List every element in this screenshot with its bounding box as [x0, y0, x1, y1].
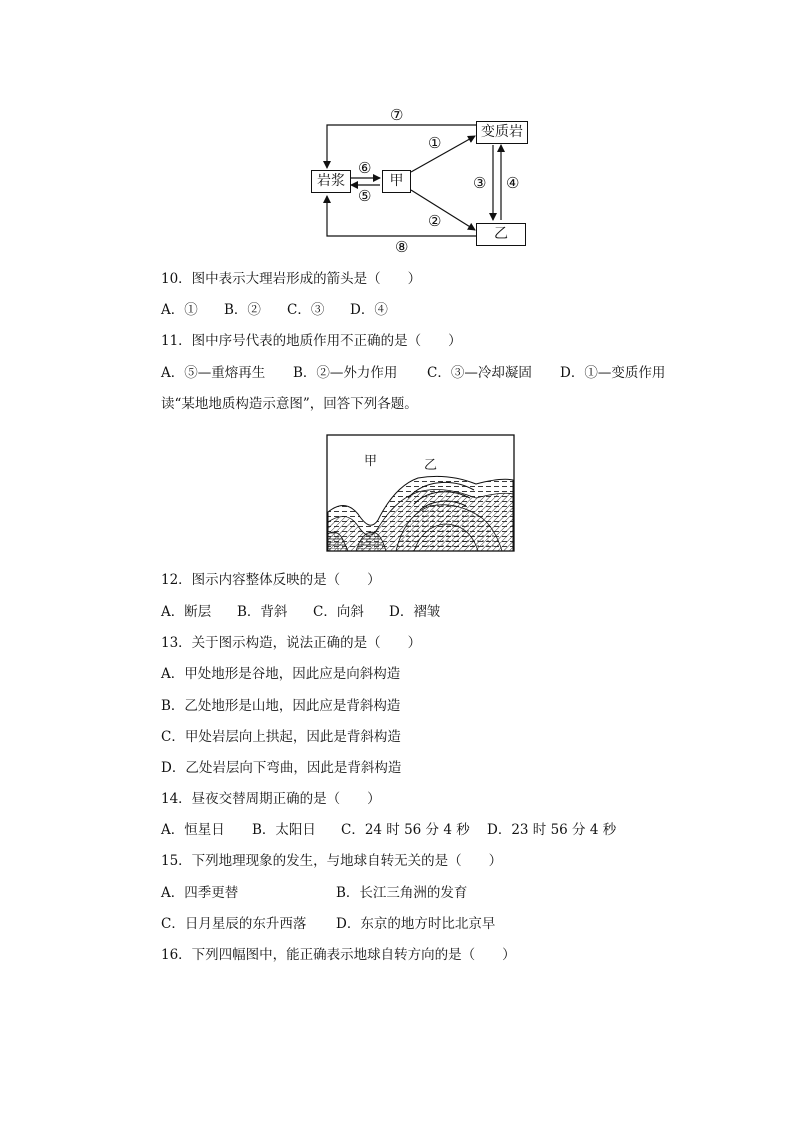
- q11-stem: 11．图中序号代表的地质作用不正确的是（ ）: [161, 333, 462, 349]
- q11-option-b[interactable]: B．②—外力作用: [293, 365, 398, 381]
- q16-stem: 16．下列四幅图中，能正确表示地球自转方向的是（ ）: [161, 947, 516, 963]
- q14-option-b[interactable]: B．太阳日: [252, 822, 316, 838]
- q14-stem: 14．昼夜交替周期正确的是（ ）: [161, 791, 381, 807]
- structure-label-jia: 甲: [364, 454, 378, 469]
- q14-option-a[interactable]: A．恒星日: [161, 822, 225, 838]
- structure-drawing: [326, 434, 516, 553]
- q13-option-a[interactable]: A．甲处地形是谷地，因此应是向斜构造: [161, 666, 401, 682]
- q15-stem: 15．下列地理现象的发生，与地球自转无关的是（ ）: [161, 853, 503, 869]
- magma-box: [311, 170, 351, 193]
- q13-option-d[interactable]: D．乙处岩层向下弯曲，因此是背斜构造: [161, 760, 402, 776]
- q12-option-d[interactable]: D．褶皱: [389, 604, 441, 620]
- arrow-2: [411, 190, 475, 230]
- q13-option-c[interactable]: C．甲处岩层向上拱起，因此是背斜构造: [161, 729, 401, 745]
- q14-option-d[interactable]: D．23 时 56 分 4 秒: [487, 822, 617, 838]
- arrow-1: [411, 136, 475, 172]
- q10-stem: 10．图中表示大理岩形成的箭头是（ ）: [161, 271, 422, 287]
- q11-option-d[interactable]: D．①—变质作用: [560, 365, 666, 381]
- q15-option-c[interactable]: C．日月星辰的东升西落: [161, 916, 307, 932]
- q15-option-a[interactable]: A．四季更替: [161, 885, 239, 901]
- q11-option-a[interactable]: A．⑤—重熔再生: [161, 365, 266, 381]
- metamorphic-box: [476, 121, 528, 144]
- arrow-label-8: ⑧: [395, 238, 409, 256]
- q11-option-c[interactable]: C．③—冷却凝固: [427, 365, 532, 381]
- structure-diagram: [326, 434, 516, 553]
- magma-label: 岩浆: [317, 173, 345, 189]
- rock-cycle-diagram: [0, 0, 794, 270]
- arrow-7: [327, 125, 476, 168]
- arrow-label-7: ⑦: [390, 106, 404, 124]
- q14-option-c[interactable]: C．24 时 56 分 4 秒: [341, 822, 470, 838]
- yi-box: [476, 223, 526, 246]
- arrow-label-2: ②: [428, 212, 442, 230]
- arrow-label-6: ⑥: [358, 159, 372, 177]
- q12-option-c[interactable]: C．向斜: [313, 604, 364, 620]
- metamorphic-label: 变质岩: [481, 124, 523, 140]
- arrow-label-1: ①: [428, 134, 442, 152]
- q10-option-c[interactable]: C．③: [287, 302, 325, 318]
- q12-stem: 12．图示内容整体反映的是（ ）: [161, 572, 381, 588]
- yi-label: 乙: [494, 226, 508, 242]
- arrow-label-4: ④: [506, 174, 520, 192]
- read-prompt: 读“某地地质构造示意图”，回答下列各题。: [161, 396, 418, 412]
- q12-option-a[interactable]: A．断层: [161, 604, 212, 620]
- arrow-label-5: ⑤: [358, 187, 372, 205]
- jia-label: 甲: [389, 173, 404, 189]
- rock-cycle-arrows: [0, 0, 794, 270]
- q12-option-b[interactable]: B．背斜: [237, 604, 288, 620]
- q10-option-b[interactable]: B．②: [224, 302, 261, 318]
- structure-label-yi: 乙: [424, 458, 438, 473]
- q15-option-d[interactable]: D．东京的地方时比北京早: [336, 916, 496, 932]
- jia-box: [382, 170, 411, 193]
- q15-option-b[interactable]: B．长江三角洲的发育: [336, 885, 468, 901]
- q13-stem: 13．关于图示构造，说法正确的是（ ）: [161, 635, 422, 651]
- q10-option-a[interactable]: A．①: [161, 302, 198, 318]
- q13-option-b[interactable]: B．乙处地形是山地，因此应是背斜构造: [161, 698, 401, 714]
- q10-option-d[interactable]: D．④: [350, 302, 388, 318]
- arrow-label-3: ③: [473, 174, 487, 192]
